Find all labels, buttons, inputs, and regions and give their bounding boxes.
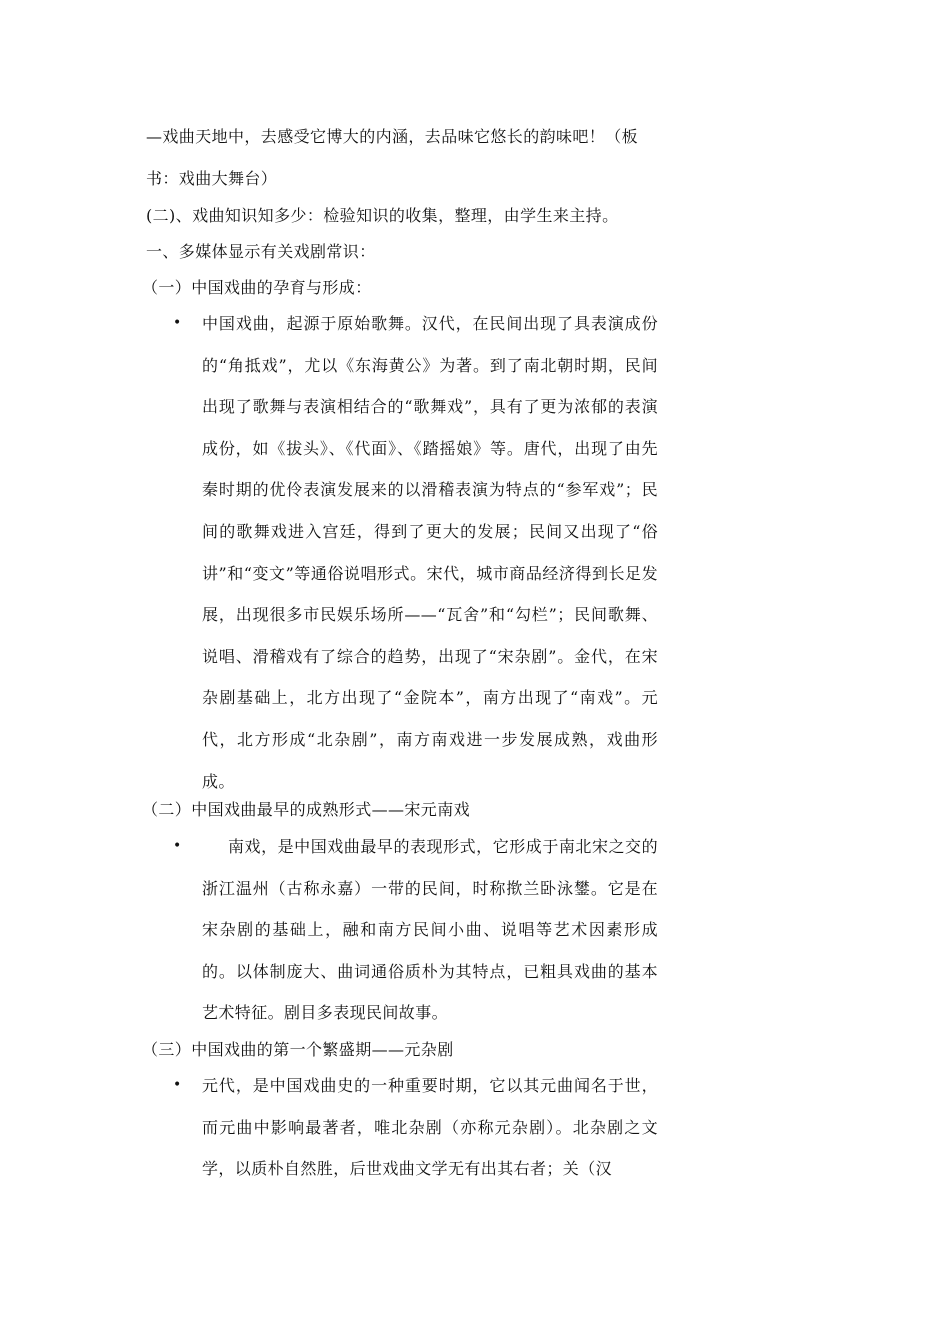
subsection-2-paragraph: 南戏，是中国戏曲最早的表现形式，它形成于南北宋之交的浙江温州（古称永嘉）一带的民间，时称揿兰卧泳鐢。它是在宋杂剧的基础上，融和南方民间小曲、说唱等艺术因素形成的。以体制庞大、曲词通俗质朴为其特点，已粗具戏曲的基本艺术特征。剧目多表现民间故事。	[202, 837, 658, 1023]
bullet-icon: •	[173, 315, 182, 331]
intro-line-2: 书：戏曲大舞台）	[146, 169, 278, 188]
subsection-3-paragraph: 元代，是中国戏曲史的一种重要时期，它以其元曲闻名于世，而元曲中影响最著者，唯北杂剧（亦称元杂剧）。北杂剧之文学，以质朴自然胜，后世戏曲文学无有出其右者；关（汉	[202, 1076, 658, 1179]
section-one-heading: 一、多媒体显示有关戏剧常识：	[146, 242, 376, 261]
bullet-icon: •	[173, 1077, 182, 1093]
intro-line-1: —戏曲天地中，去感受它博大的内涵，去品味它悠长的韵味吧！（板	[146, 127, 639, 146]
section-two-heading: (二)、戏曲知识知多少：检验知识的收集，整理，由学生来主持。	[146, 206, 619, 225]
bullet-icon: •	[173, 838, 182, 854]
subsection-2-heading: （二）中国戏曲最早的成熟形式——宋元南戏	[142, 800, 471, 819]
subsection-1-paragraph: 中国戏曲，起源于原始歌舞。汉代，在民间出现了具表演成份的“角抵戏”，尤以《东海黄公》为著。到了南北朝时期，民间出现了歌舞与表演相结合的“歌舞戏”，具有了更为浓郁的表演成份，如《拔头》、《代面》、《踏摇娘》等。唐代，出现了由先秦时期的优伶表演发展来的以滑稽表演为特点的“参军戏”；民间的歌舞戏进入宫廷，得到了更大的发展；民间又出现了“俗讲”和“变文”等通俗说唱形式。宋代，城市商品经济得到长足发展，出现很多市民娱乐场所——“瓦舍”和“勾栏”；民间歌舞、说唱、滑稽戏有了综合的趋势，出现了“宋杂剧”。金代，在宋杂剧基础上，北方出现了“金院本”，南方出现了“南戏”。元代，北方形成“北杂剧”，南方南戏进一步发展成熟，戏曲形成。	[202, 314, 658, 791]
subsection-3-heading: （三）中国戏曲的第一个繁盛期——元杂剧	[142, 1040, 454, 1059]
subsection-1-heading: （一）中国戏曲的孕育与形成：	[142, 278, 372, 297]
